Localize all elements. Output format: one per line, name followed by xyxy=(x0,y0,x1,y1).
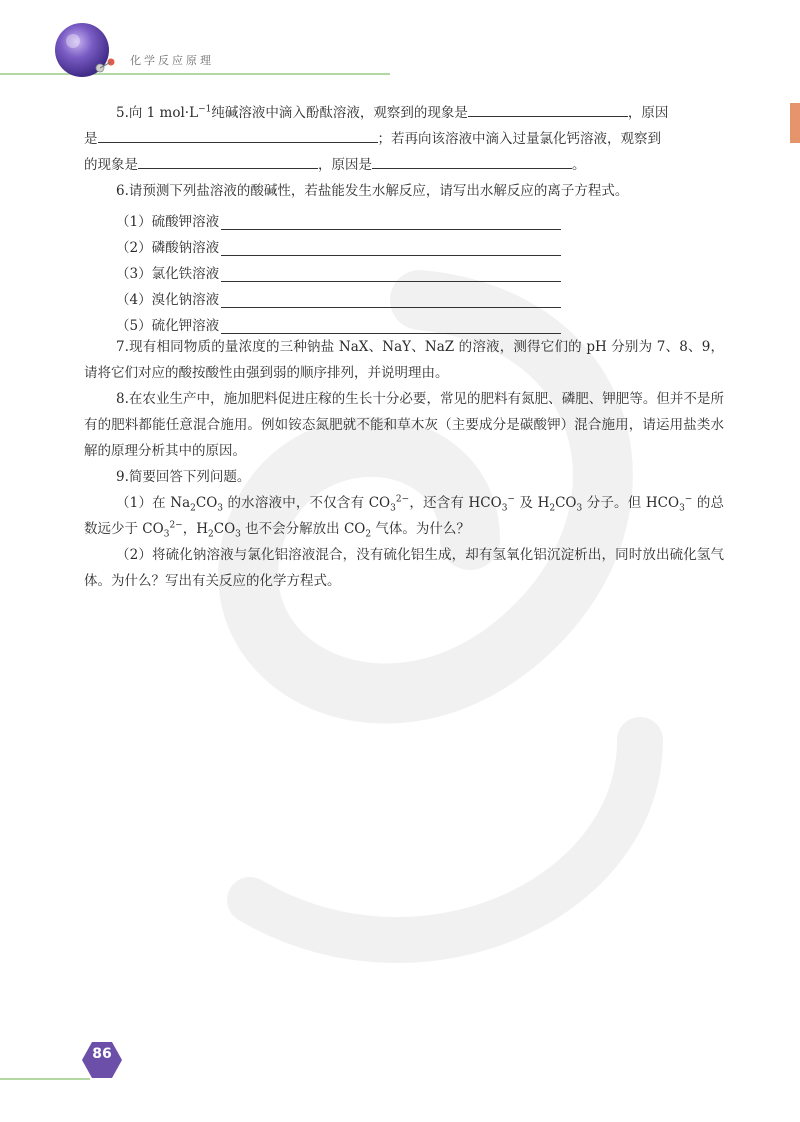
question-5-line-3: 的现象是 ，原因是 。 xyxy=(84,152,724,178)
answer-blank[interactable] xyxy=(468,102,628,117)
question-6: 6.请预测下列盐溶液的酸碱性，若盐能发生水解反应，请写出水解反应的离子方程式。 xyxy=(116,183,629,199)
question-9-part-2: （2）将硫化钠溶液与氯化铝溶液混合，没有硫化铝生成，却有氢氧化铝沉淀析出，同时放出硫化氢气体。为什么？写出有关反应的化学方程式。 xyxy=(84,547,724,589)
answer-line[interactable] xyxy=(221,239,561,256)
page-footer-decoration xyxy=(0,1032,800,1122)
answer-line[interactable] xyxy=(221,291,561,308)
answer-line[interactable] xyxy=(221,265,561,282)
question-7: 7.现有相同物质的量浓度的三种钠盐 NaX、NaY、NaZ 的溶液，测得它们的 pH 分别为 7、8、9，请将它们对应的酸按酸性由强到弱的顺序排列，并说明理由。 xyxy=(84,339,724,381)
question-9: 9.简要回答下列问题。 xyxy=(116,469,251,485)
question-9-part-1: （1）在 $Na_2CO_3$ 的水溶液中，不仅含有 $CO_3^{2-}$，还含有 $HCO_3^-$ 及 $H_2CO_3$ 分子。但 $HCO_3^-$ 的总数远少于 $CO_3^{2-}$，$H_2CO_3$ 也不会分解放出 $CO_2$ 气体。为什么？ xyxy=(84,494,724,540)
answer-blank[interactable] xyxy=(98,128,378,143)
question-6-item: （2）磷酸钠溶液 xyxy=(84,230,724,256)
answer-line[interactable] xyxy=(221,317,561,334)
answer-blank[interactable] xyxy=(138,154,318,169)
page-number: 86 xyxy=(92,1046,112,1062)
question-5: 5.向 1 $mol\cdot L^{-1}$纯碱溶液中滴入酚酞溶液，观察到的现象是 ，原因 xyxy=(84,100,724,126)
question-6-item: （1）硫酸钾溶液 xyxy=(84,204,724,230)
side-chapter-tab xyxy=(790,103,800,143)
running-title: 化学反应原理 xyxy=(130,54,214,67)
answer-line[interactable] xyxy=(221,213,561,230)
question-8: 8.在农业生产中，施加肥料促进庄稼的生长十分必要，常见的肥料有氮肥、磷肥、钾肥等。但并不是所有的肥料都能任意混合施用。例如铵态氮肥就不能和草木灰（主要成分是碳酸钾）混合施用，请运用盐类水解的原理分析其中的原因。 xyxy=(84,391,724,459)
question-5-line-2: 是 ；若再向该溶液中滴入过量氯化钙溶液，观察到 xyxy=(84,126,724,152)
answer-blank[interactable] xyxy=(372,154,572,169)
question-6-item: （5）硫化钾溶液 xyxy=(84,308,724,334)
question-6-item: （4）溴化钠溶液 xyxy=(84,282,724,308)
page-header-decoration xyxy=(0,0,800,80)
question-6-item: （3）氯化铁溶液 xyxy=(84,256,724,282)
exercise-content xyxy=(84,100,724,594)
